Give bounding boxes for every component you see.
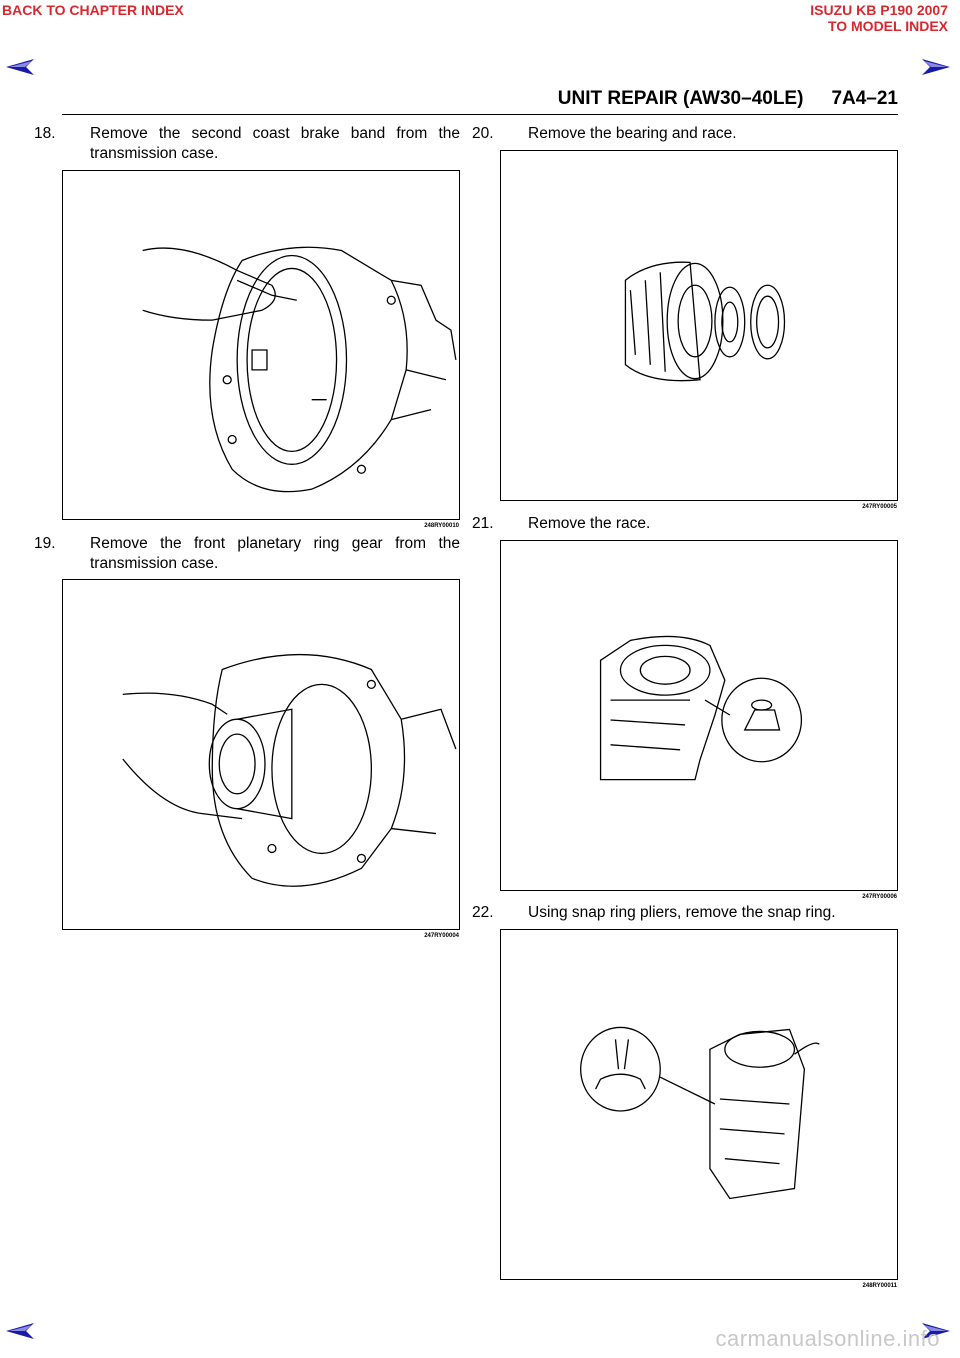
step-18 bbox=[34, 124, 460, 164]
figure-front-planetary-ring-gear bbox=[62, 579, 460, 939]
figure-second-coast-brake-band bbox=[62, 170, 460, 529]
figure-code: 247RY00004 bbox=[424, 933, 459, 939]
step-20 bbox=[472, 124, 898, 144]
section-title: UNIT REPAIR (AW30–40LE) bbox=[557, 88, 804, 109]
watermark: carmanualsonline.info bbox=[715, 1326, 940, 1351]
header-rule bbox=[62, 114, 898, 115]
step-text: Remove the bearing and race. bbox=[528, 125, 737, 142]
illustration-brake-band-removal bbox=[63, 171, 459, 519]
illustration-snap-ring-removal bbox=[501, 930, 897, 1279]
illustration-race-removal bbox=[501, 541, 897, 890]
previous-page-arrow-icon[interactable] bbox=[6, 1322, 34, 1340]
step-number: 21. bbox=[472, 515, 494, 532]
page-number: 7A4–21 bbox=[831, 88, 898, 109]
step-number: 22. bbox=[472, 904, 494, 921]
step-21 bbox=[472, 514, 898, 534]
figure-code: 248RY00011 bbox=[862, 1283, 897, 1289]
step-22 bbox=[472, 903, 898, 923]
illustration-ring-gear-removal bbox=[63, 580, 459, 929]
figure-snap-ring bbox=[500, 929, 898, 1289]
to-model-index-link[interactable]: TO MODEL INDEX bbox=[827, 18, 948, 34]
figure-bearing-and-race bbox=[500, 150, 898, 510]
step-number: 19. bbox=[34, 535, 56, 552]
step-text: Using snap ring pliers, remove the snap ring. bbox=[528, 904, 836, 921]
figure-code: 247RY00005 bbox=[862, 504, 897, 510]
step-number: 20. bbox=[472, 125, 494, 142]
figure-race bbox=[500, 540, 898, 900]
illustration-bearing-and-race bbox=[501, 151, 897, 500]
next-page-arrow-icon[interactable] bbox=[922, 58, 950, 76]
back-to-chapter-index-link[interactable]: BACK TO CHAPTER INDEX bbox=[2, 2, 184, 18]
step-19 bbox=[34, 534, 460, 574]
step-text: Remove the front planetary ring gear from the transmission case. bbox=[90, 535, 460, 572]
figure-code: 247RY00006 bbox=[862, 894, 897, 900]
figure-code: 248RY00010 bbox=[424, 523, 459, 529]
model-title: ISUZU KB P190 2007 bbox=[810, 2, 948, 18]
step-number: 18. bbox=[34, 125, 56, 142]
previous-page-arrow-icon[interactable] bbox=[6, 58, 34, 76]
page-header bbox=[500, 88, 898, 112]
step-text: Remove the second coast brake band from the transmission case. bbox=[90, 125, 460, 162]
step-text: Remove the race. bbox=[528, 515, 651, 532]
